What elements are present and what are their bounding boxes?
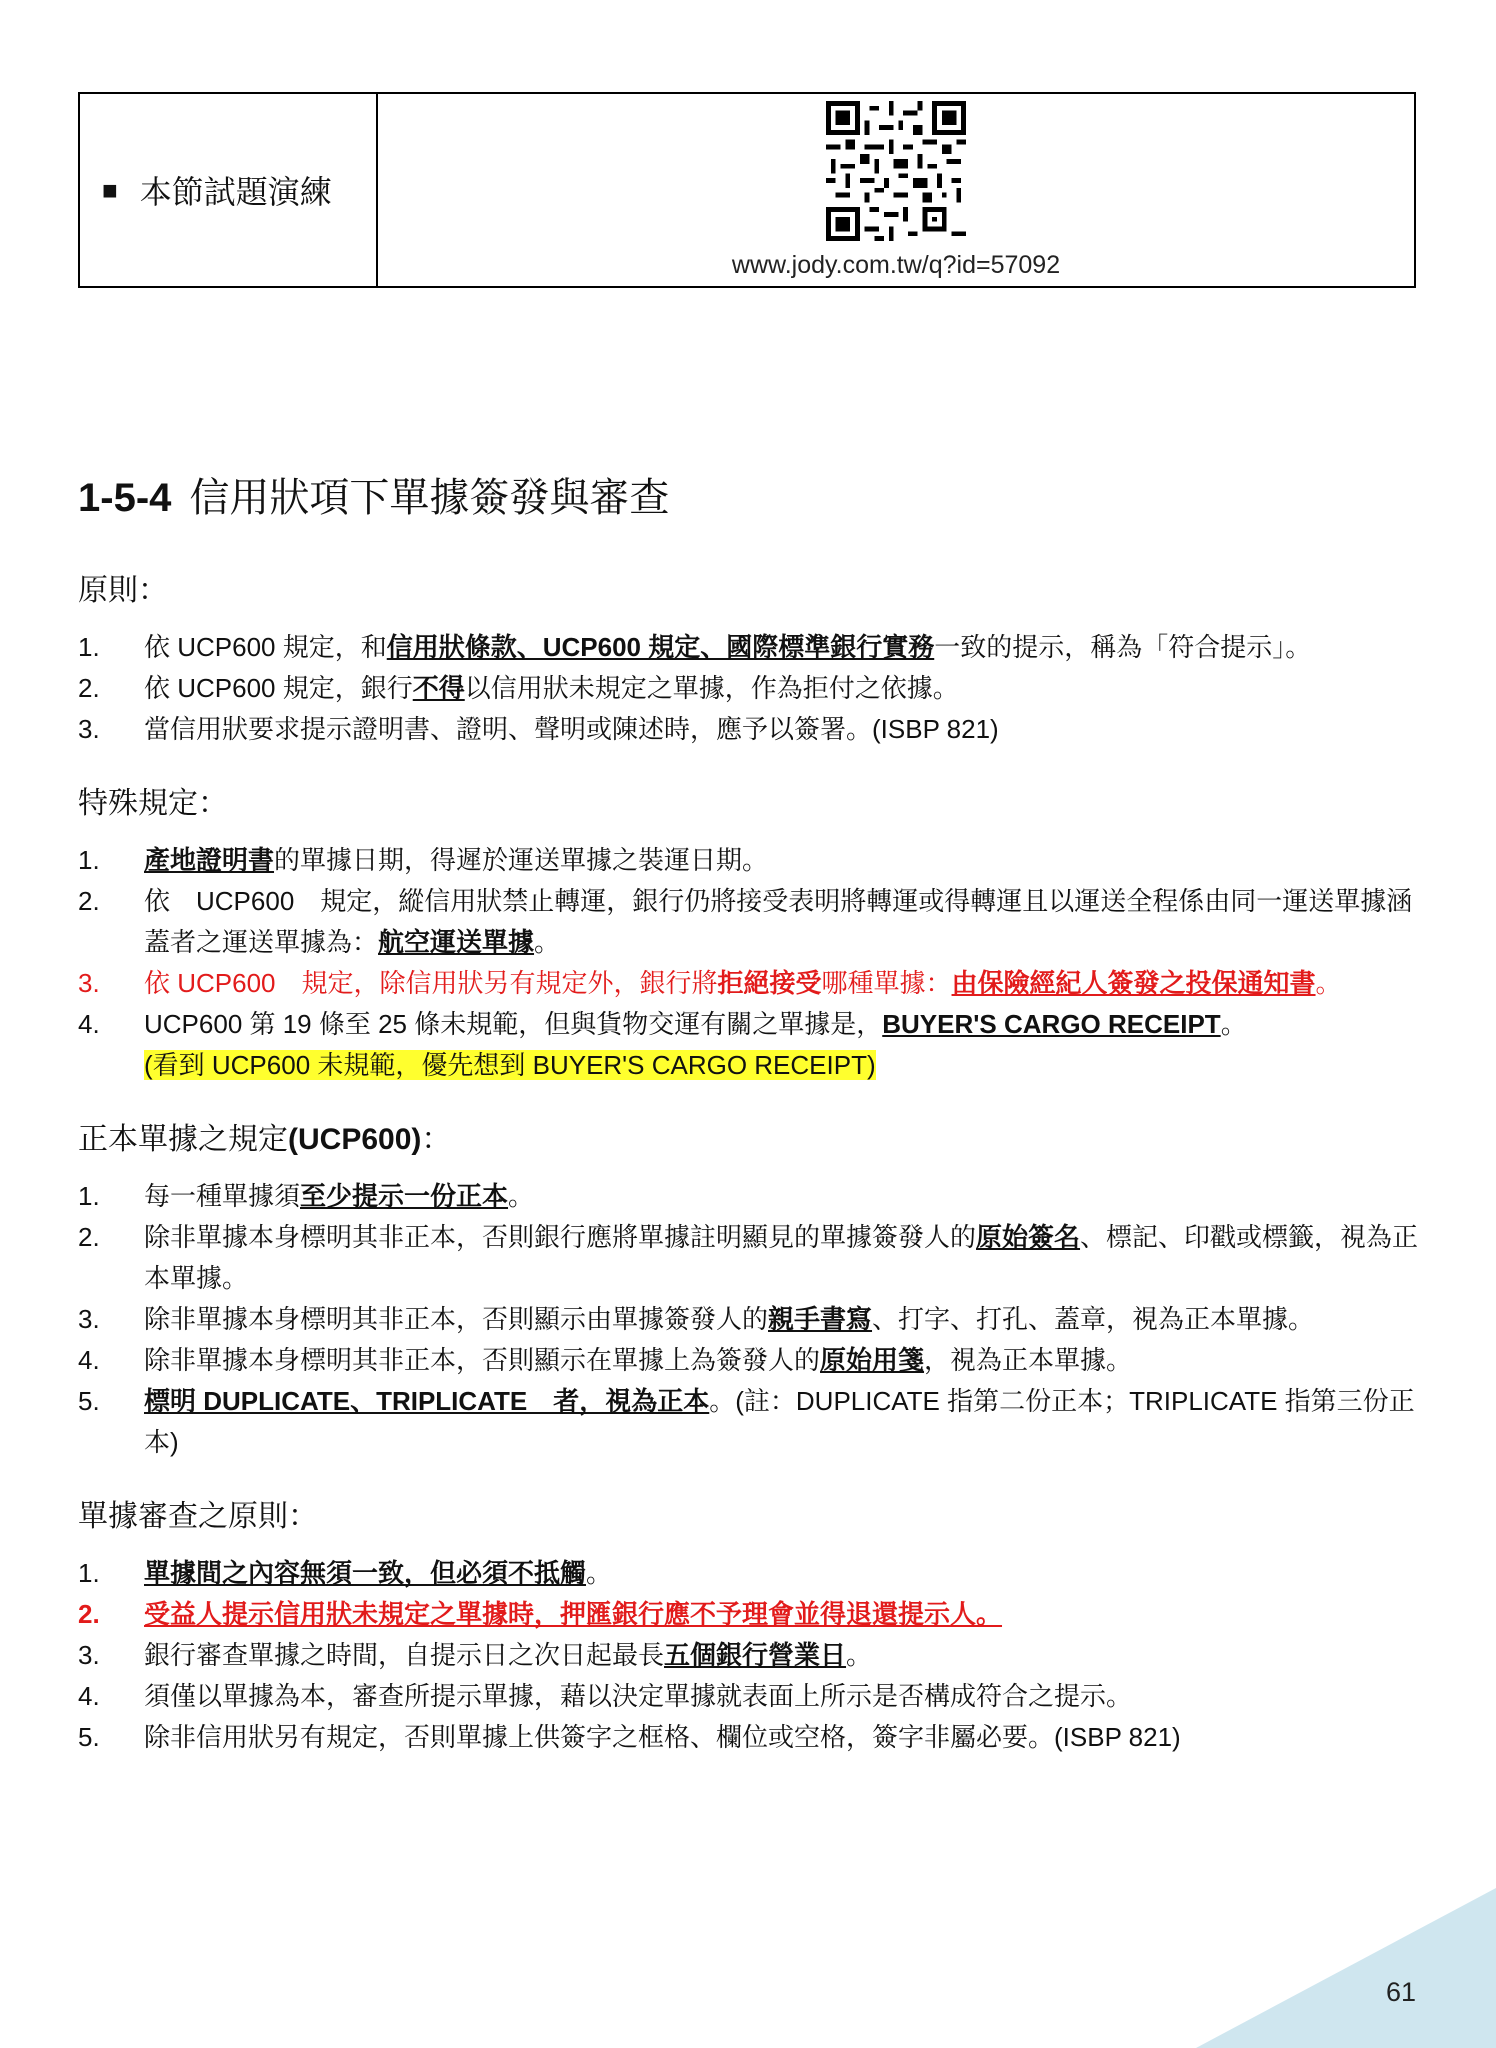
section-title: 信用狀項下單據簽發與審查 <box>189 476 670 520</box>
principles-list <box>78 627 1420 750</box>
list-item: 4. UCP600 第 19 條至 25 條未規範，但與貨物交運有關之單據是，BUYER'S CARGO RECEIPT。 (看到 UCP600 未規範，優先想到 BUYER'S CARGO RECEIPT) <box>78 1009 1247 1080</box>
list-item: 3. 銀行審查單據之時間，自提示日之次日起最長五個銀行營業日。 <box>78 1640 873 1670</box>
highlight-note: (看到 UCP600 未規範，優先想到 BUYER'S CARGO RECEIPT) <box>144 1050 876 1080</box>
list-item: 1. 產地證明書的單據日期，得遲於運送單據之裝運日期。 <box>78 845 769 875</box>
qr-code-icon[interactable] <box>826 101 966 241</box>
section-heading <box>78 466 1420 523</box>
list-item: 1. 單據間之內容無須一致，但必須不抵觸。 <box>78 1558 613 1588</box>
list-item: 4. 須僅以單據為本，審查所提示單據，藉以決定單據就表面上所示是否構成符合之提示。 <box>78 1681 1133 1711</box>
list-item: 1. 每一種單據須至少提示一份正本。 <box>78 1181 535 1211</box>
special-heading: 特殊規定： <box>78 787 228 820</box>
list-item: 2. 依 UCP600 規定，銀行不得以信用狀未規定之單據，作為拒付之依據。 <box>78 673 959 703</box>
list-item: 3. 除非單據本身標明其非正本，否則顯示由單據簽發人的親手書寫、打字、打孔、蓋章，視為正本單據。 <box>78 1304 1315 1334</box>
practice-box <box>78 92 1416 288</box>
section-number: 1-5-4 <box>78 476 172 520</box>
special-list <box>78 840 1420 1086</box>
list-item: 5. 標明 DUPLICATE、TRIPLICATE 者，視為正本。(註：DUPLICATE 指第二份正本；TRIPLICATE 指第三份正本) <box>78 1386 1415 1457</box>
content <box>78 466 1420 1786</box>
examination-heading: 單據審查之原則： <box>78 1500 318 1533</box>
practice-qr-cell <box>378 94 1414 286</box>
list-item: 4. 除非單據本身標明其非正本，否則顯示在單據上為簽發人的原始用箋，視為正本單據。 <box>78 1345 1133 1375</box>
page-corner-decoration <box>1196 1888 1496 2048</box>
original-list <box>78 1176 1420 1463</box>
practice-url[interactable]: www.jody.com.tw/q?id=57092 <box>731 250 1061 279</box>
list-item: 2. 除非單據本身標明其非正本，否則銀行應將單據註明顯見的單據簽發人的原始簽名、標記、印戳或標籤，視為正本單據。 <box>78 1222 1419 1293</box>
list-item: 2. 依 UCP600 規定，縱信用狀禁止轉運，銀行仍將接受表明將轉運或得轉運且以運送全程係由同一運送單據涵蓋者之運送單據為：航空運送單據。 <box>78 886 1413 957</box>
list-item-red: 2. 受益人提示信用狀未規定之單據時，押匯銀行應不予理會並得退還提示人。 <box>78 1599 1003 1629</box>
list-item-red: 3. 依 UCP600 規定，除信用狀另有規定外，銀行將拒絕接受哪種單據：由保險經紀人簽發之投保通知書。 <box>78 968 1342 998</box>
examination-list <box>78 1553 1420 1758</box>
list-item: 3. 當信用狀要求提示證明書、證明、聲明或陳述時，應予以簽署。(ISBP 821) <box>78 714 999 744</box>
practice-label-cell <box>80 94 378 286</box>
practice-label: 本節試題演練 <box>139 174 332 210</box>
square-bullet-icon: ■ <box>102 174 118 205</box>
list-item: 1. 依 UCP600 規定，和信用狀條款、UCP600 規定、國際標準銀行實務一致的提示，稱為「符合提示」。 <box>78 632 1312 662</box>
original-heading: 正本單據之規定(UCP600)： <box>78 1123 452 1156</box>
list-item: 5. 除非信用狀另有規定，否則單據上供簽字之框格、欄位或空格，簽字非屬必要。(ISBP 821) <box>78 1722 1181 1752</box>
principles-heading: 原則： <box>78 574 168 607</box>
page-number: 61 <box>1385 1977 1416 2007</box>
